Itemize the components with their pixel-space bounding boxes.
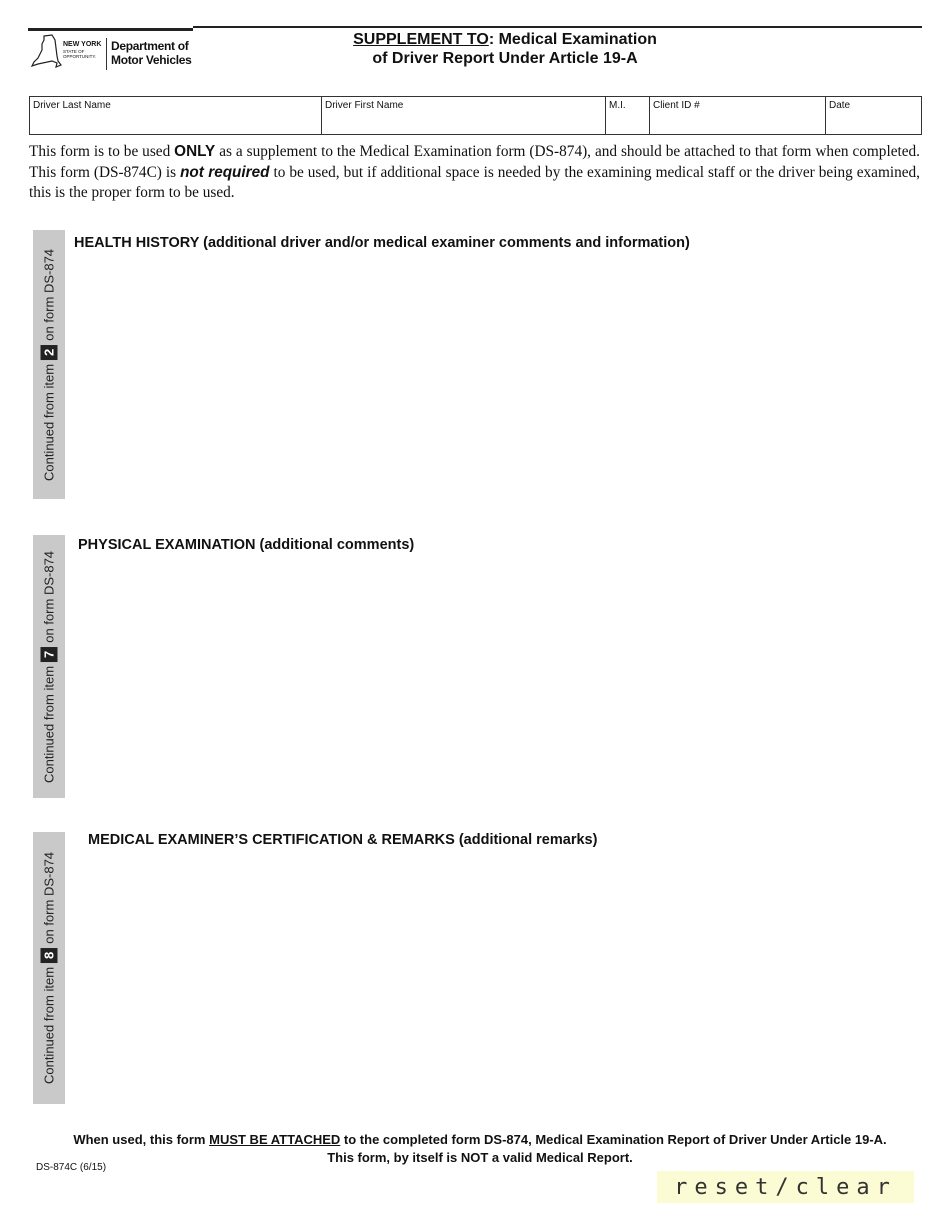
date-field[interactable] <box>826 97 921 134</box>
intro-only: ONLY <box>174 143 216 160</box>
physical-exam-textarea[interactable] <box>74 558 920 796</box>
health-history-sidebar <box>33 230 65 499</box>
item-number-badge: 2 <box>41 344 58 359</box>
side-prefix: Continued from item <box>41 665 57 783</box>
item-number-badge: 8 <box>41 948 58 963</box>
top-rule <box>193 26 922 28</box>
footer-must-attach: MUST BE ATTACHED <box>209 1132 341 1147</box>
examiner-certification-sidebar <box>33 832 65 1104</box>
page-title <box>300 30 710 68</box>
logo-state-tag: STATE OF OPPORTUNITY. <box>63 49 97 59</box>
side-suffix: on form DS-874 <box>41 550 57 643</box>
field-label: Date <box>829 100 851 111</box>
footer-note <box>30 1131 930 1167</box>
title-prefix: SUPPLEMENT TO <box>353 31 489 48</box>
item-number-badge: 7 <box>41 646 58 661</box>
physical-exam-sidebar <box>33 535 65 798</box>
title-line2: of Driver Report Under Article 19-A <box>372 50 638 67</box>
driver-last-name-field[interactable] <box>30 97 322 134</box>
logo-department <box>111 39 192 67</box>
footer-line1b: to the completed form DS-874, Medical Examination Report of Driver Under Article 19-A. <box>340 1132 887 1147</box>
footer-line2: This form, by itself is NOT a valid Medical Report. <box>327 1150 633 1165</box>
intro-not-required: not required <box>180 163 270 181</box>
field-label: Client ID # <box>653 100 700 111</box>
examiner-certification-title: MEDICAL EXAMINER’S CERTIFICATION & REMARKS (additional remarks) <box>88 832 598 848</box>
driver-info-row <box>29 96 922 135</box>
logo-separator <box>106 38 107 70</box>
health-history-textarea[interactable] <box>70 256 920 496</box>
footer-line1a: When used, this form <box>73 1132 210 1147</box>
title-line1: : Medical Examination <box>488 31 657 48</box>
field-label: Driver Last Name <box>33 100 111 111</box>
logo-state-text <box>63 41 107 59</box>
form-code: DS-874C (6/15) <box>36 1162 107 1173</box>
examiner-certification-textarea[interactable] <box>84 854 920 1102</box>
field-label: M.I. <box>609 100 626 111</box>
field-label: Driver First Name <box>325 100 404 111</box>
intro-part1: This form is to be used <box>29 143 175 160</box>
reset-clear-button[interactable]: reset/clear <box>657 1171 914 1203</box>
driver-first-name-field[interactable] <box>322 97 606 134</box>
side-suffix: on form DS-874 <box>41 248 57 341</box>
logo-state-name: NEW YORK <box>63 41 102 48</box>
side-suffix: on form DS-874 <box>41 851 57 944</box>
logo-bar <box>28 28 193 31</box>
intro-part3: to be used, but if additional space is needed by the examining medical staff or the driver being examined, this is the proper form to be used. <box>29 163 921 201</box>
new-york-state-map-icon <box>30 34 62 72</box>
client-id-field[interactable] <box>650 97 826 134</box>
logo-dept-line1: Department of <box>111 39 189 53</box>
intro-part2: as a supplement to the Medical Examination form (DS-874), and should be attached to that form when completed. This form (DS-874C) is <box>29 143 920 181</box>
intro-paragraph <box>29 142 920 204</box>
health-history-title: HEALTH HISTORY (additional driver and/or medical examiner comments and information) <box>74 235 690 251</box>
side-prefix: Continued from item <box>41 363 57 481</box>
side-prefix: Continued from item <box>41 966 57 1085</box>
logo-dept-line2: Motor Vehicles <box>111 53 192 67</box>
middle-initial-field[interactable] <box>606 97 650 134</box>
physical-exam-title: PHYSICAL EXAMINATION (additional comments) <box>78 537 415 553</box>
